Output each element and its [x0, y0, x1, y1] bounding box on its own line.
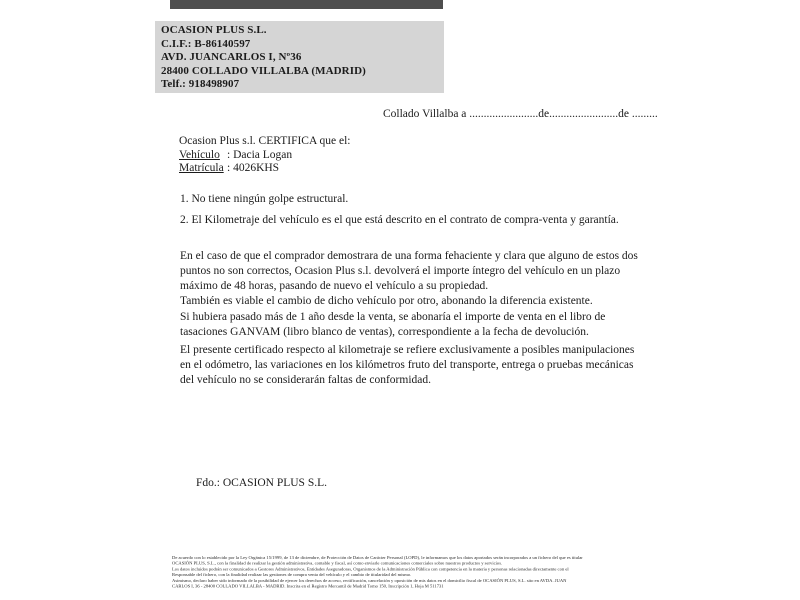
legal-line-3: Los datos incluidos podrán ser comunicados a Gestores Administrativos, Entidades Aseguradoras, Organismos de la Administración Pública con competencia en la materia y personas relacionadas directamente con el: [172, 566, 569, 572]
paragraph-refund: En el caso de que el comprador demostrara de una forma fehaciente y clara que alguno de estos dos puntos no son correctos, Ocasion Plus s.l. devolverá el importe íntegro del vehículo en un plazo máximo de 48 horas, pasando de nuevo el vehículo a su propiedad.: [180, 250, 638, 292]
legal-line-5: Asimismo, declaro haber sido informado de la posibilidad de ejercer los derechos de acceso, rectificación, cancelación y oposición de mis datos en el domicilio fiscal de OCASIÓN PLUS, S.L. sito en AVDA. JUAN: [172, 577, 567, 583]
legal-line-4: Responsable del fichero, con la finalidad realizar las gestiones de compra venta del vehículo y el cambio de titularidad del mismo.: [172, 572, 412, 578]
legal-footer: [172, 555, 650, 595]
legal-line-1: De acuerdo con lo establecido por la Ley Orgánica 15/1999, de 13 de diciembre, de Protección de Datos de Carácter Personal (LOPD), le informamos que los datos aportados serán incorporados a un fichero del que es titular: [172, 555, 583, 560]
paragraph-ganvam: Si hubiera pasado más de 1 año desde la venta, se abonaría el importe de venta en el libro de tasaciones GANVAM (libro blanco de ventas), correspondiente a la fecha de devolución.: [180, 311, 606, 338]
plate-value: : 4026KHS: [227, 162, 280, 174]
paragraph-odometer: El presente certificado respecto al kilometraje se refiere exclusivamente a posibles manipulaciones en el odómetro, las variaciones en los kilómetros fruto del transporte, entrega o pruebas mecánicas del vehículo no se considerarán faltas de conformidad.: [180, 344, 635, 386]
company-city: 28400 COLLADO VILLALBA (MADRID): [161, 64, 366, 77]
legal-footer-text: [172, 555, 650, 589]
date-line: Collado Villalba a ........................de........................de .........: [383, 108, 658, 120]
company-phone: Telf.: 918498907: [161, 78, 240, 91]
plate-label: Matrícula: [179, 162, 224, 174]
legal-line-6: CARLOS I, 36 - 28400 COLLADO VILLALBA - MADRID. Inscrita en el Registro Mercantil de Madrid Tomo 150, Inscripción 1, Hoja M 511731: [172, 583, 444, 589]
plate-field: [179, 162, 351, 175]
paragraph-exchange: También es viable el cambio de dicho vehículo por otro, abonando la diferencia existente.: [180, 295, 593, 307]
certify-block: [179, 135, 351, 175]
company-header-box: [155, 21, 444, 93]
vehicle-label: Vehículo: [179, 149, 220, 161]
legal-line-2: OCASIÓN PLUS, S.L., con la finalidad de realizar la gestión administrativa, contable y fiscal, así como enviarle comunicaciones comerciales sobre nuestros productos y servicios.: [172, 560, 503, 566]
company-cif: C.I.F.: B-86140597: [161, 37, 251, 50]
numbered-points: [180, 192, 648, 234]
scan-top-bar: [170, 0, 443, 9]
vehicle-field: [179, 149, 351, 162]
signature-line: Fdo.: OCASION PLUS S.L.: [196, 477, 327, 489]
certify-intro: Ocasion Plus s.l. CERTIFICA que el:: [179, 135, 351, 147]
company-name: OCASION PLUS S.L.: [161, 24, 267, 36]
company-address: AVD. JUANCARLOS I, Nº36: [161, 51, 302, 64]
point-1: 1. No tiene ningún golpe estructural.: [180, 193, 349, 205]
vehicle-value: : Dacia Logan: [227, 149, 293, 161]
point-2: 2. El Kilometraje del vehículo es el que está descrito en el contrato de compra-venta y garantía.: [180, 214, 619, 226]
